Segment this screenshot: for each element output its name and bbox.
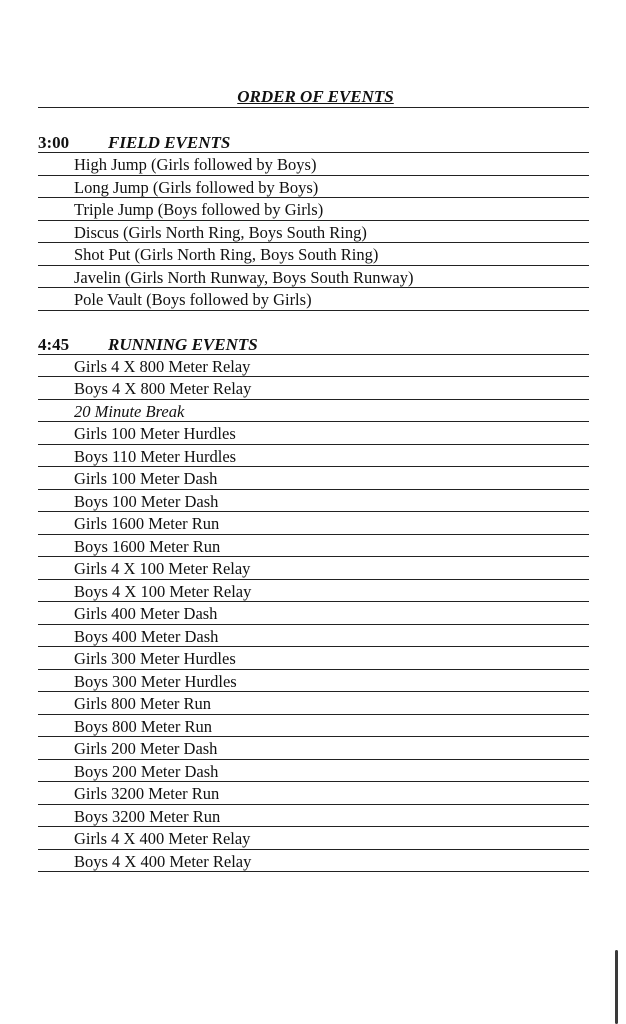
event-row: Girls 4 X 400 Meter Relay xyxy=(38,827,589,850)
event-row: Girls 100 Meter Dash xyxy=(38,467,589,490)
event-row: Girls 300 Meter Hurdles xyxy=(38,647,589,670)
event-row: Girls 400 Meter Dash xyxy=(38,602,589,625)
running-events-section xyxy=(38,334,589,873)
event-row: Boys 4 X 800 Meter Relay xyxy=(38,377,589,400)
event-row: Boys 110 Meter Hurdles xyxy=(38,445,589,468)
event-row: Girls 800 Meter Run xyxy=(38,692,589,715)
section-header xyxy=(38,334,589,355)
section-time: 3:00 xyxy=(38,133,70,152)
event-row: Boys 200 Meter Dash xyxy=(38,760,589,783)
event-row: Boys 4 X 100 Meter Relay xyxy=(38,580,589,603)
event-row: Girls 4 X 800 Meter Relay xyxy=(38,355,589,378)
event-row: Discus (Girls North Ring, Boys South Ring) xyxy=(38,221,589,244)
scrollbar[interactable] xyxy=(615,950,618,1024)
event-list xyxy=(38,153,589,311)
event-row: Girls 3200 Meter Run xyxy=(38,782,589,805)
field-events-section xyxy=(38,132,589,311)
event-row: Triple Jump (Boys followed by Girls) xyxy=(38,198,589,221)
event-list xyxy=(38,355,589,873)
title-row xyxy=(38,86,589,108)
event-row: Long Jump (Girls followed by Boys) xyxy=(38,176,589,199)
event-row: Boys 1600 Meter Run xyxy=(38,535,589,558)
section-heading: RUNNING EVENTS xyxy=(108,334,258,354)
event-row: Boys 300 Meter Hurdles xyxy=(38,670,589,693)
event-row: Boys 4 X 400 Meter Relay xyxy=(38,850,589,873)
event-row: Shot Put (Girls North Ring, Boys South Ring) xyxy=(38,243,589,266)
event-row: 20 Minute Break xyxy=(38,400,589,423)
event-row: Girls 200 Meter Dash xyxy=(38,737,589,760)
event-row: Pole Vault (Boys followed by Girls) xyxy=(38,288,589,311)
section-heading: FIELD EVENTS xyxy=(108,133,231,152)
event-row: Girls 4 X 100 Meter Relay xyxy=(38,557,589,580)
document-title: ORDER OF EVENTS xyxy=(237,87,394,106)
section-header xyxy=(38,132,589,153)
document-page xyxy=(38,86,589,872)
event-row: Girls 100 Meter Hurdles xyxy=(38,422,589,445)
event-row: Girls 1600 Meter Run xyxy=(38,512,589,535)
event-row: Boys 3200 Meter Run xyxy=(38,805,589,828)
event-row: Boys 400 Meter Dash xyxy=(38,625,589,648)
event-row: Javelin (Girls North Runway, Boys South Runway) xyxy=(38,266,589,289)
event-row: Boys 800 Meter Run xyxy=(38,715,589,738)
section-time: 4:45 xyxy=(38,334,70,354)
event-row: High Jump (Girls followed by Boys) xyxy=(38,153,589,176)
event-row: Boys 100 Meter Dash xyxy=(38,490,589,513)
